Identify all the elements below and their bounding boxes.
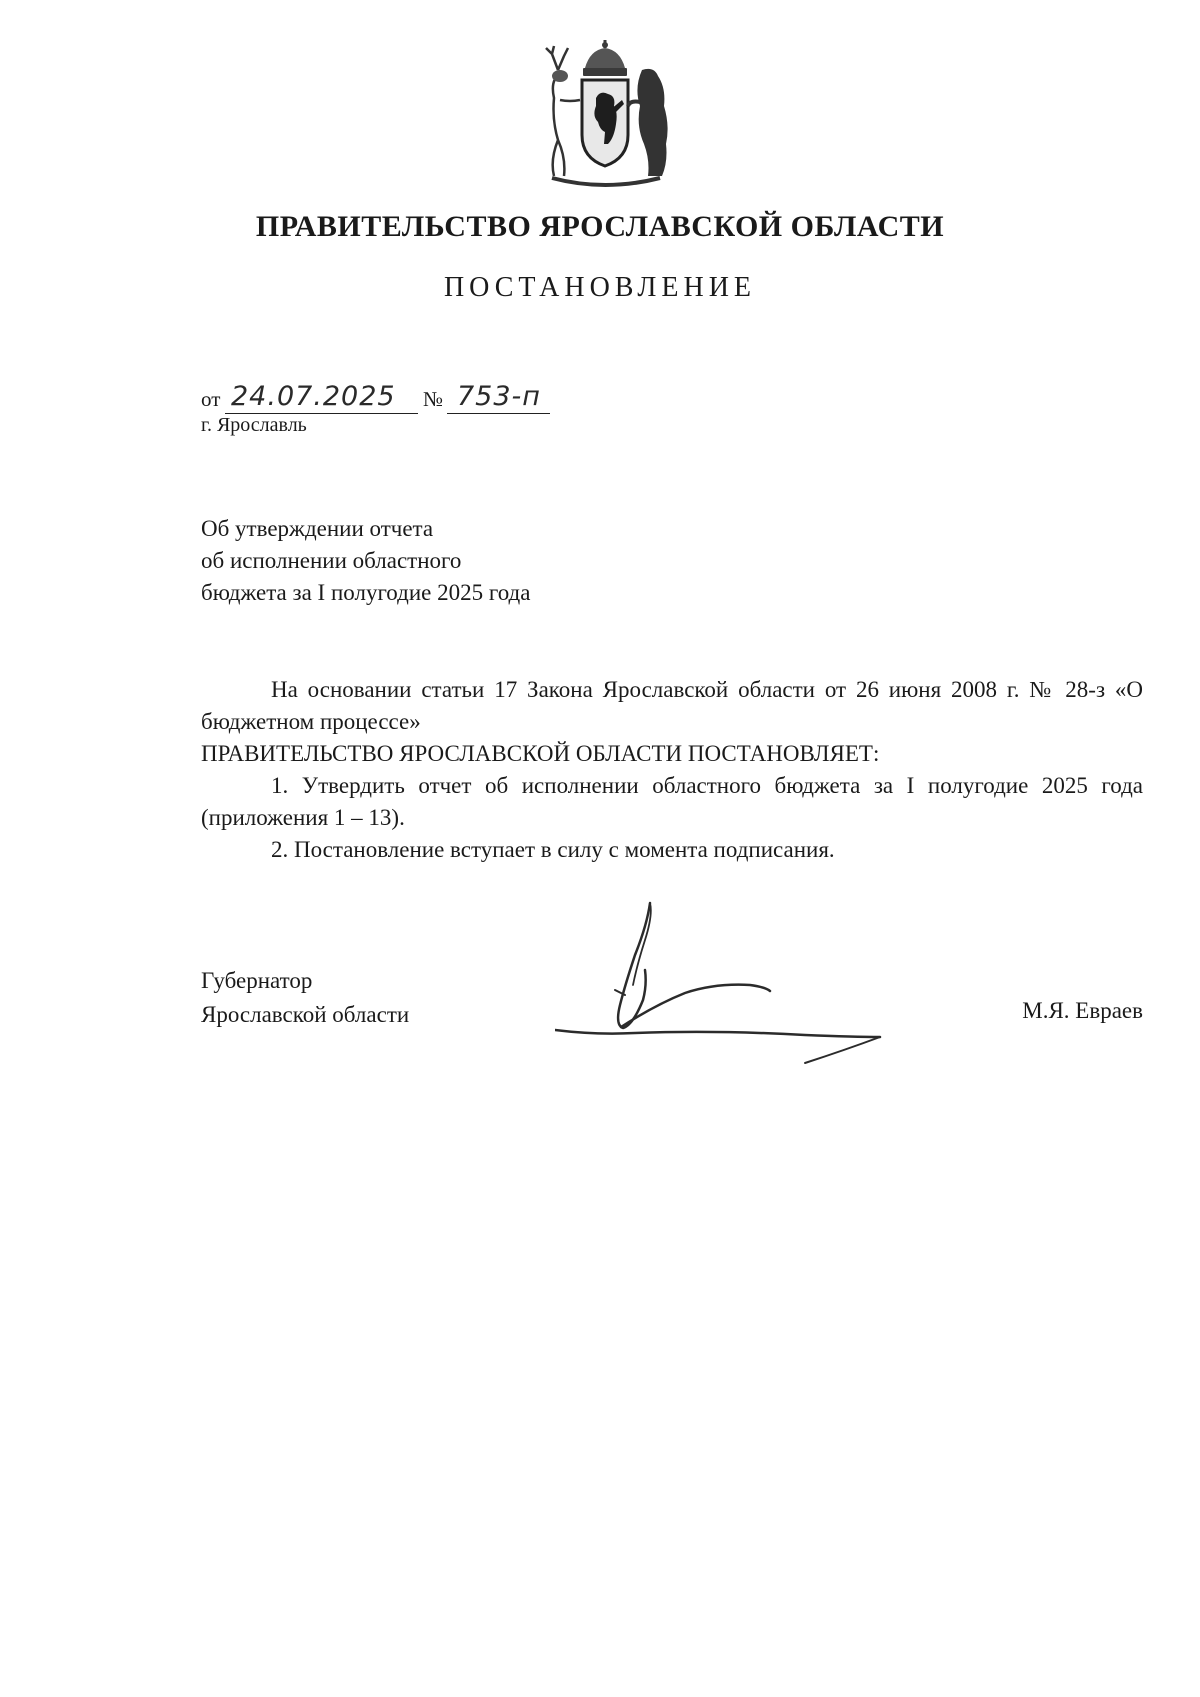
date-label: от xyxy=(201,387,221,411)
date-value: 24.07.2025 xyxy=(231,381,396,412)
signer-name: М.Я. Евраев xyxy=(1022,998,1143,1023)
resolution-heading: ПРАВИТЕЛЬСТВО ЯРОСЛАВСКОЙ ОБЛАСТИ ПОСТАНОВЛЯЕТ: xyxy=(201,741,880,766)
date-number-line xyxy=(201,378,601,418)
number-underline xyxy=(447,413,550,414)
subject-line: бюджета за I полугодие 2025 года xyxy=(201,580,531,605)
subject-line: об исполнении областного xyxy=(201,548,462,573)
document-type: ПОСТАНОВЛЕНИЕ xyxy=(443,272,757,303)
document-subject xyxy=(201,513,530,609)
legal-basis: На основании статьи 17 Закона Ярославской области от 26 июня 2008 г. № 28-з «О бюджетном процессе» xyxy=(201,677,1143,734)
number-label: № xyxy=(423,387,444,411)
signer-position-line-2: Ярославской области xyxy=(201,1002,410,1027)
handwritten-signature-icon xyxy=(555,895,925,1065)
signer-position xyxy=(201,964,409,1032)
subject-line: Об утверждении отчета xyxy=(201,516,434,541)
document-body xyxy=(201,674,1143,866)
organization-title: ПРАВИТЕЛЬСТВО ЯРОСЛАВСКОЙ ОБЛАСТИ xyxy=(255,210,945,243)
resolution-item-2: 2. Постановление вступает в силу с момента подписания. xyxy=(271,837,835,862)
city: г. Ярославль xyxy=(201,414,307,436)
signer-position-line-1: Губернатор xyxy=(201,968,313,993)
resolution-item-1: 1. Утвердить отчет об исполнении областного бюджета за I полугодие 2025 года (приложения 1 – 13). xyxy=(201,773,1143,830)
coat-of-arms-icon xyxy=(530,40,680,190)
number-value: 753-п xyxy=(457,381,541,412)
